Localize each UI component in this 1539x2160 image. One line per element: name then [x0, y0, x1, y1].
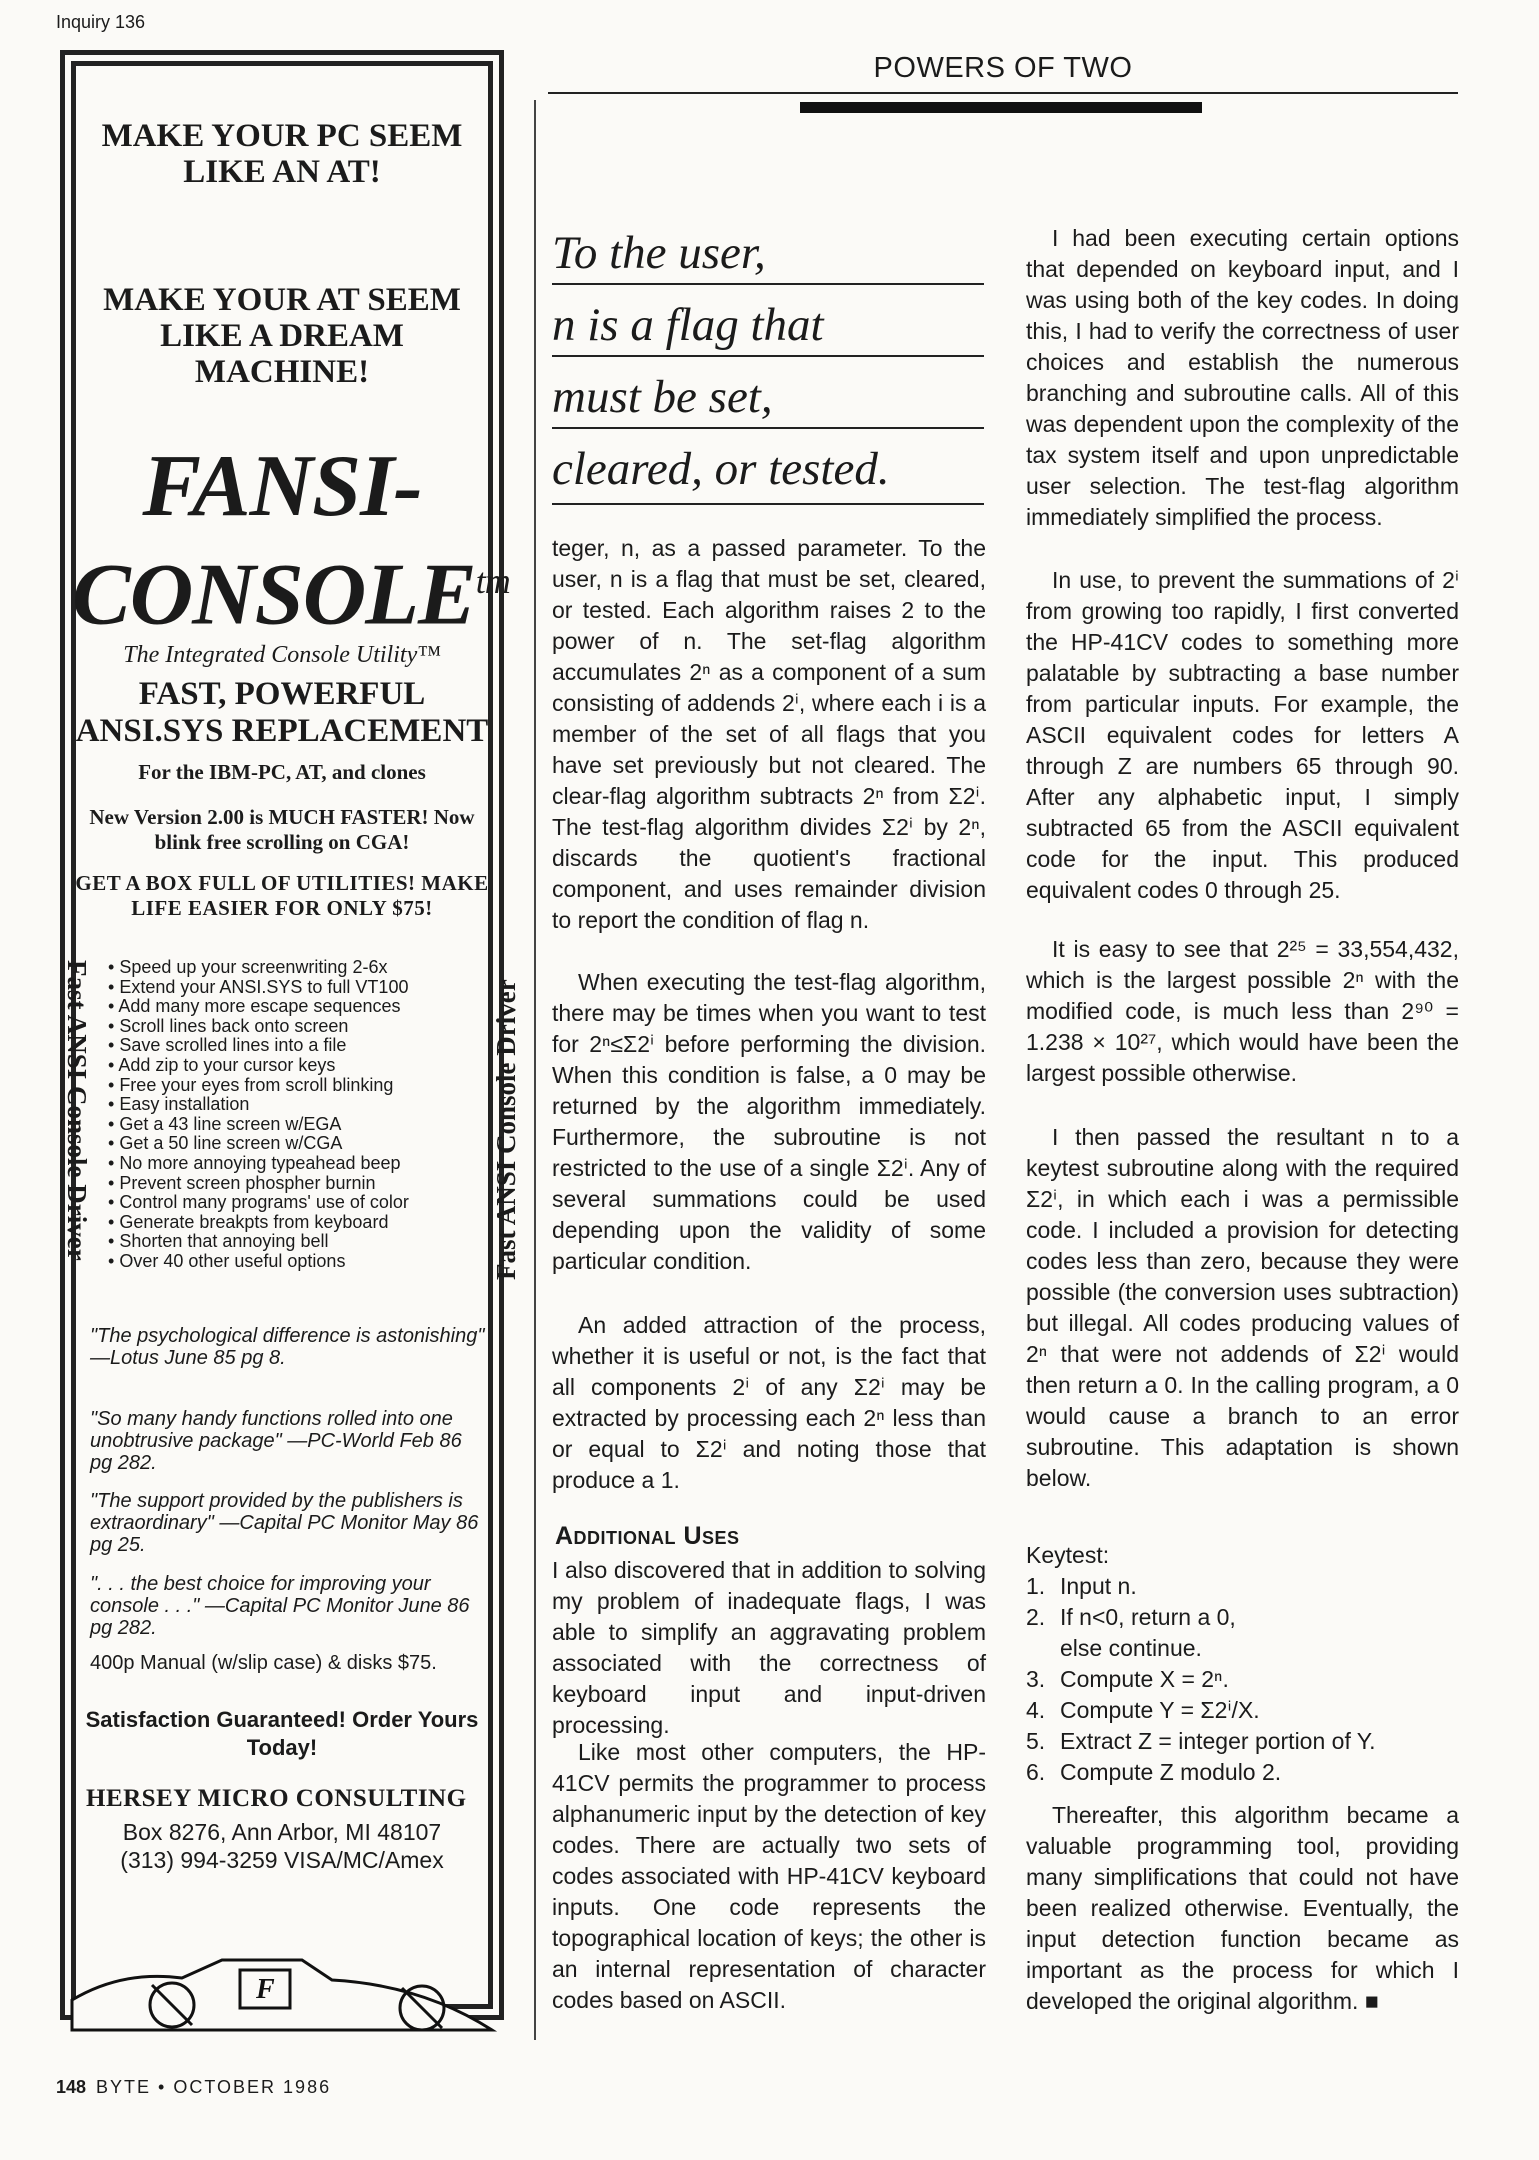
inquiry-number: Inquiry 136 [56, 12, 146, 32]
ad-address-line: Box 8276, Ann Arbor, MI 48107 [122, 1819, 442, 1845]
ad-company-name: HERSEY MICRO CONSULTING [86, 1785, 467, 1812]
ad-feature: • Control many programs' use of color [108, 1193, 488, 1213]
ad-version-note: New Version 2.00 is MUCH FASTER! Now blink free scrolling on CGA! [89, 805, 475, 854]
ad-feature: • Easy installation [108, 1095, 488, 1115]
article-paragraph: I had been executing certain options that depended on keyboard input, and I was using both of the key codes. In doing this, I had to verify the correctness of user choices and establish the numerous branching and subroutine calls. All of this was dependent upon the complexity of the tax system itself and upon unpredictable user selection. The test-flag algorithm immediately simplified the process. [1026, 225, 1459, 530]
ad-feature: • Free your eyes from scroll blinking [108, 1076, 488, 1096]
article-paragraph: An added attraction of the process, whether it is useful or not, is the fact that all components 2ⁱ of any Σ2ⁱ may be extracted by processing each 2ⁿ less than or equal to Σ2ⁱ and noting those that produce a 1. [552, 1312, 986, 1493]
step-number: 2. [1026, 1604, 1046, 1630]
ad-feature: • Prevent screen phospher burnin [108, 1174, 488, 1194]
magazine-issue: BYTE • OCTOBER 1986 [96, 2077, 332, 2097]
ad-feature: • Scroll lines back onto screen [108, 1017, 488, 1037]
keytest-label: Keytest: [1026, 1542, 1110, 1568]
ad-review-quote: "The support provided by the publishers is extraordinary" —Capital PC Monitor May 86 pg 25. [90, 1490, 479, 1556]
article-paragraph: I also discovered that in addition to solving my problem of inadequate flags, I was able to simplify an aggravating problem associated with the correctness of keyboard input and input-driven processing. [552, 1557, 986, 1738]
pull-quote-rule [552, 503, 984, 505]
pull-quote-rule [552, 283, 984, 285]
pull-quote-rule [552, 355, 984, 357]
step-text: If n<0, return a 0, [1060, 1604, 1236, 1630]
step-number: 1. [1026, 1573, 1046, 1599]
article-paragraph: Thereafter, this algorithm became a valuable programming tool, providing many simplifications that could not have been realized otherwise. Eventually, the input detection function became as important as the process for which I developed the original algorithm. ■ [1026, 1802, 1459, 2014]
step-text: Compute Z modulo 2. [1060, 1759, 1282, 1785]
running-head: POWERS OF TWO [873, 52, 1133, 84]
article-paragraph: Like most other computers, the HP-41CV permits the programmer to process alphanumeric input by the detection of key codes. There are actually two sets of codes associated with HP-41CV keyboard inputs. One code represents the topographical location of keys; the other is an internal representation of character codes based on ASCII. [552, 1739, 986, 2013]
step-number: 5. [1026, 1728, 1046, 1754]
header-rule [548, 92, 1458, 94]
ad-address [72, 1818, 492, 1874]
svg-text:F: F [256, 1974, 275, 2005]
header-rule-bar [800, 102, 1202, 113]
keytest-step [1026, 1571, 1459, 1602]
ad-review-quote: "The psychological difference is astonishing" —Lotus June 85 pg 8. [90, 1325, 485, 1369]
step-number: 6. [1026, 1759, 1046, 1785]
keytest-step [1026, 1602, 1459, 1633]
article-paragraph: I then passed the resultant n to a keytest subroutine along with the required Σ2ⁱ, in which each i was a permissible code. I included a provision for detecting codes less than zero, because they were possible (the conversion uses subtraction) but illegal. All codes producing values of 2ⁿ that were not addends of Σ2ⁱ would then return a 0. In the calling program, a 0 would cause a branch to an error subroutine. This adaptation is shown below. [1026, 1124, 1459, 1491]
ad-guarantee: Satisfaction Guaranteed! Order Yours Today! [85, 1707, 479, 1760]
ad-logo-name: CONSOLE [72, 546, 476, 644]
ad-feature: • Get a 50 line screen w/CGA [108, 1134, 488, 1154]
step-text: else continue. [1060, 1635, 1202, 1661]
keytest-step [1026, 1664, 1459, 1695]
ad-feature: • Extend your ANSI.SYS to full VT100 [108, 978, 488, 998]
pull-quote-line: cleared, or tested. [552, 443, 890, 495]
ad-feature: • Save scrolled lines into a file [108, 1036, 488, 1056]
ad-phone-line: (313) 994-3259 VISA/MC/Amex [120, 1847, 444, 1873]
article-paragraph: When executing the test-flag algorithm, there may be times when you want to test for 2ⁿ≤Σ2ⁱ before performing the division. When this condition is false, a 0 may be returned by the algorithm immediately. Furthermore, the subroutine is not restricted to the use of a single Σ2ⁱ. Any of several summations could be used depending upon the validity of some particular condition. [552, 969, 986, 1274]
ad-feature: • Add zip to your cursor keys [108, 1056, 488, 1076]
ad-side-label-left: Fast ANSI Console Driver [62, 960, 92, 1261]
ad-feature: • Shorten that annoying bell [108, 1232, 488, 1252]
pull-quote-line: must be set, [552, 371, 773, 423]
ad-feature: • Over 40 other useful options [108, 1252, 488, 1272]
ad-price-note: GET A BOX FULL OF UTILITIES! MAKE LIFE EASIER FOR ONLY $75! [75, 871, 489, 920]
ad-feature: • Speed up your screenwriting 2-6x [108, 958, 488, 978]
section-heading: Additional Uses [555, 1522, 740, 1550]
ad-platforms: For the IBM-PC, AT, and clones [138, 760, 426, 784]
ad-subhead: FAST, POWERFUL ANSI.SYS REPLACEMENT [75, 676, 489, 749]
keytest-steps [1026, 1571, 1459, 1788]
ad-review-quote: ". . . the best choice for improving your console . . ." —Capital PC Monitor June 86 pg 282. [90, 1573, 470, 1639]
page-footer [56, 2077, 331, 2098]
keytest-step [1026, 1757, 1459, 1788]
ad-product-logo [72, 438, 510, 644]
ad-headline-1: MAKE YOUR PC SEEM LIKE AN AT! [101, 118, 463, 190]
keytest-step [1026, 1726, 1459, 1757]
ad-feature-list [108, 958, 488, 1272]
ad-car-illustration [62, 1930, 502, 2040]
ad-feature: • Add many more escape sequences [108, 997, 488, 1017]
keytest-step [1026, 1633, 1459, 1664]
ad-logo-tm: tm [475, 561, 510, 601]
ad-review-quote: "So many handy functions rolled into one unobtrusive package" —PC-World Feb 86 pg 282. [90, 1408, 462, 1474]
step-text: Compute X = 2ⁿ. [1060, 1666, 1229, 1692]
ad-logo-line-2 [72, 534, 510, 644]
page-number: 148 [56, 2077, 87, 2097]
ad-feature: • Generate breakpts from keyboard [108, 1213, 488, 1233]
ad-headline-2: MAKE YOUR AT SEEM LIKE A DREAM MACHINE! [103, 282, 461, 390]
pull-quote-line: To the user, [552, 227, 766, 279]
ad-feature: • No more annoying typeahead beep [108, 1154, 488, 1174]
pull-quote-rule [552, 427, 984, 429]
step-text: Extract Z = integer portion of Y. [1060, 1728, 1376, 1754]
ad-tagline: The Integrated Console Utility™ [123, 642, 441, 668]
keytest-step [1026, 1695, 1459, 1726]
pull-quote-line: n is a flag that [552, 299, 824, 351]
step-number: 4. [1026, 1697, 1046, 1723]
article-paragraph: teger, n, as a passed parameter. To the user, n is a flag that must be set, cleared, or tested. Each algorithm raises 2 to the power of n. The set-flag algorithm accumulates 2ⁿ as a component of a sum consisting of addends 2ⁱ, where each i is a member of the set of all flags that you have set previously but not cleared. The clear-flag algorithm subtracts 2ⁿ from Σ2ⁱ. The test-flag algorithm divides Σ2ⁱ by 2ⁿ, discards the quotient's fractional component, and uses remainder division to report the condition of flag n. [552, 535, 986, 933]
ad-feature: • Get a 43 line screen w/EGA [108, 1115, 488, 1135]
column-divider [534, 100, 536, 2040]
article-paragraph: It is easy to see that 2²⁵ = 33,554,432, which is the largest possible 2ⁿ with the modified code, is much less than 2⁹⁰ = 1.238 × 10²⁷, which would have been the largest possible otherwise. [1026, 936, 1459, 1086]
step-number: 3. [1026, 1666, 1046, 1692]
ad-logo-line-1: FANSI- [142, 438, 422, 535]
article-paragraph: In use, to prevent the summations of 2ⁱ from growing too rapidly, I first converted the HP-41CV codes to something more palatable by subtracting a base number from particular inputs. For example, the ASCII equivalent codes for letters A through Z are numbers 65 through 90. After any alphabetic input, I simply subtracted 65 from the ASCII equivalent code for the input. This produced equivalent codes 0 through 25. [1026, 567, 1459, 903]
ad-manual-price: 400p Manual (w/slip case) & disks $75. [90, 1652, 437, 1674]
step-text: Input n. [1060, 1573, 1137, 1599]
ad-side-label-right: Fast ANSI Console Driver [491, 979, 521, 1280]
step-text: Compute Y = Σ2ⁱ/X. [1060, 1697, 1260, 1723]
